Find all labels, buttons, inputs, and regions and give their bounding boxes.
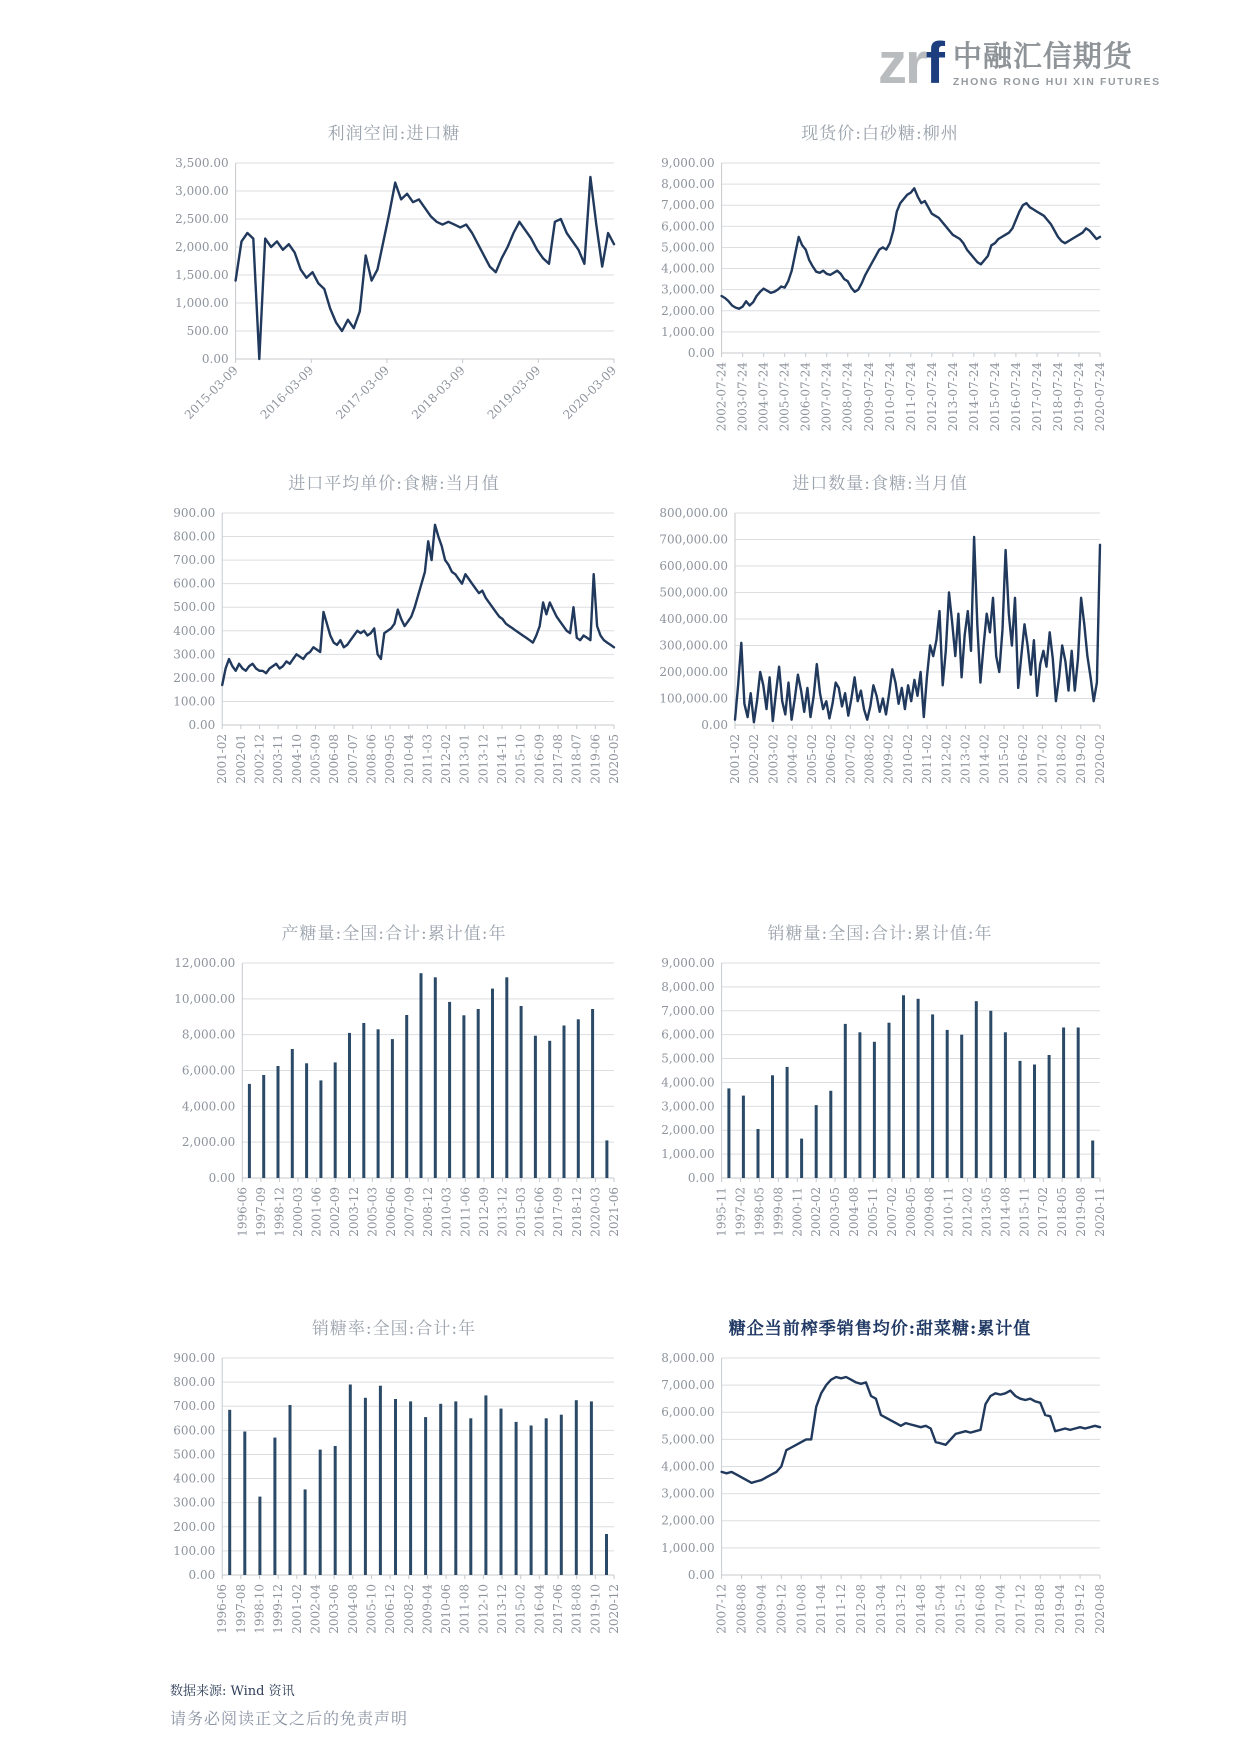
svg-text:1997-09: 1997-09 xyxy=(253,1186,268,1237)
svg-text:2007-02: 2007-02 xyxy=(884,1186,899,1237)
svg-text:2005-02: 2005-02 xyxy=(804,733,819,784)
svg-text:2015-02: 2015-02 xyxy=(996,733,1011,784)
svg-text:2017-07-24: 2017-07-24 xyxy=(1029,362,1044,432)
svg-text:2016-06: 2016-06 xyxy=(532,1186,547,1237)
svg-text:800.00: 800.00 xyxy=(173,1375,216,1390)
svg-text:100.00: 100.00 xyxy=(173,694,216,709)
svg-text:1998-12: 1998-12 xyxy=(272,1186,287,1237)
svg-text:2008-02: 2008-02 xyxy=(862,733,877,784)
disclaimer-note: 请务必阅读正文之后的免责声明 xyxy=(170,1709,409,1728)
svg-text:500.00: 500.00 xyxy=(173,600,216,615)
chart-import-quantity xyxy=(654,469,1106,791)
svg-text:2014-08: 2014-08 xyxy=(913,1583,928,1634)
svg-text:2013-12: 2013-12 xyxy=(893,1583,908,1634)
svg-text:5,000.00: 5,000.00 xyxy=(661,1432,715,1447)
svg-text:2007-07: 2007-07 xyxy=(345,733,360,784)
svg-text:2007-12: 2007-12 xyxy=(714,1583,729,1634)
data-source-note: 数据来源: Wind 资讯 xyxy=(170,1684,295,1699)
svg-text:2005-03: 2005-03 xyxy=(365,1186,380,1237)
logo-f-text: f xyxy=(925,30,943,96)
svg-text:4,000.00: 4,000.00 xyxy=(661,1459,715,1474)
svg-text:2009-04: 2009-04 xyxy=(420,1583,435,1634)
svg-text:2016-09: 2016-09 xyxy=(532,733,547,784)
svg-text:2016-08: 2016-08 xyxy=(973,1583,988,1634)
svg-text:2017-06: 2017-06 xyxy=(551,1583,566,1634)
company-name-english: ZHONG RONG HUI XIN FUTURES xyxy=(952,76,1161,88)
svg-text:800.00: 800.00 xyxy=(173,529,216,544)
svg-text:2010-07-24: 2010-07-24 xyxy=(882,362,897,432)
svg-text:2001-02: 2001-02 xyxy=(289,1583,304,1634)
svg-text:3,500.00: 3,500.00 xyxy=(175,156,229,170)
svg-text:500.00: 500.00 xyxy=(173,1447,216,1462)
svg-text:3,000.00: 3,000.00 xyxy=(661,1486,715,1501)
svg-text:4,000.00: 4,000.00 xyxy=(661,261,715,276)
svg-text:0.00: 0.00 xyxy=(687,1567,715,1582)
svg-text:2018-02: 2018-02 xyxy=(1054,733,1069,784)
svg-text:2,000.00: 2,000.00 xyxy=(661,1513,715,1528)
svg-text:2006-06: 2006-06 xyxy=(383,1186,398,1237)
svg-text:2013-12: 2013-12 xyxy=(495,1583,510,1634)
svg-text:2002-07-24: 2002-07-24 xyxy=(714,362,729,432)
svg-text:2006-08: 2006-08 xyxy=(327,733,342,784)
logo-zr-text: zr xyxy=(878,30,926,96)
svg-text:6,000.00: 6,000.00 xyxy=(661,1027,715,1042)
svg-text:2007-02: 2007-02 xyxy=(843,733,858,784)
svg-text:2018-08: 2018-08 xyxy=(1033,1583,1048,1634)
svg-text:2006-02: 2006-02 xyxy=(824,733,839,784)
svg-text:2015-07-24: 2015-07-24 xyxy=(987,362,1002,432)
svg-text:2003-12: 2003-12 xyxy=(346,1186,361,1237)
svg-text:2,500.00: 2,500.00 xyxy=(175,212,229,226)
svg-text:3,000.00: 3,000.00 xyxy=(661,282,715,297)
chart-profit-margin-imported-sugar xyxy=(168,119,620,443)
svg-text:0.00: 0.00 xyxy=(201,352,229,366)
chart-title: 销糖量:全国:合计:累计值:年 xyxy=(767,924,993,944)
svg-text:700.00: 700.00 xyxy=(173,1399,216,1414)
svg-text:2021-06: 2021-06 xyxy=(606,1186,620,1237)
svg-text:2011-07-24: 2011-07-24 xyxy=(903,362,918,432)
svg-text:700.00: 700.00 xyxy=(173,553,216,568)
svg-text:2017-02: 2017-02 xyxy=(1036,1186,1051,1237)
svg-text:2004-08: 2004-08 xyxy=(345,1583,360,1634)
svg-text:2005-07-24: 2005-07-24 xyxy=(777,362,792,432)
svg-text:2016-03-09: 2016-03-09 xyxy=(257,363,317,423)
svg-text:3,000.00: 3,000.00 xyxy=(175,184,229,198)
svg-text:2000-11: 2000-11 xyxy=(790,1186,805,1237)
svg-text:400.00: 400.00 xyxy=(173,623,216,638)
svg-text:2012-08: 2012-08 xyxy=(854,1583,869,1634)
svg-text:1,000.00: 1,000.00 xyxy=(175,296,229,310)
svg-text:2011-02: 2011-02 xyxy=(920,733,935,784)
svg-text:2013-12: 2013-12 xyxy=(476,733,491,784)
svg-text:100,000.00: 100,000.00 xyxy=(659,691,729,706)
svg-text:600,000.00: 600,000.00 xyxy=(659,558,729,573)
svg-text:2001-06: 2001-06 xyxy=(309,1186,324,1237)
svg-text:2,000.00: 2,000.00 xyxy=(661,1123,715,1138)
svg-text:2001-02: 2001-02 xyxy=(215,733,230,784)
svg-text:2001-02: 2001-02 xyxy=(728,733,743,784)
svg-text:2020-12: 2020-12 xyxy=(606,1583,620,1634)
svg-text:2009-02: 2009-02 xyxy=(881,733,896,784)
svg-text:2018-07-24: 2018-07-24 xyxy=(1050,362,1065,432)
svg-text:2013-01: 2013-01 xyxy=(457,733,472,784)
svg-text:2005-09: 2005-09 xyxy=(308,733,323,784)
svg-text:2007-09: 2007-09 xyxy=(402,1186,417,1237)
svg-text:0.00: 0.00 xyxy=(208,1170,236,1185)
svg-text:2003-05: 2003-05 xyxy=(828,1186,843,1237)
svg-text:2019-02: 2019-02 xyxy=(1073,733,1088,784)
svg-text:2012-07-24: 2012-07-24 xyxy=(924,362,939,432)
svg-text:2015-02: 2015-02 xyxy=(513,1583,528,1634)
svg-text:2013-07-24: 2013-07-24 xyxy=(945,362,960,432)
svg-text:700,000.00: 700,000.00 xyxy=(659,532,729,547)
svg-text:4,000.00: 4,000.00 xyxy=(181,1099,236,1114)
svg-text:2014-07-24: 2014-07-24 xyxy=(966,362,981,432)
svg-text:2008-02: 2008-02 xyxy=(401,1583,416,1634)
svg-text:5,000.00: 5,000.00 xyxy=(661,240,715,255)
svg-text:2002-04: 2002-04 xyxy=(308,1583,323,1634)
svg-text:1996-06: 1996-06 xyxy=(215,1583,230,1634)
svg-text:2020-07-24: 2020-07-24 xyxy=(1093,362,1106,432)
svg-text:2017-02: 2017-02 xyxy=(1035,733,1050,784)
svg-text:1,000.00: 1,000.00 xyxy=(661,1147,715,1162)
svg-text:2008-06: 2008-06 xyxy=(364,733,379,784)
svg-text:2004-07-24: 2004-07-24 xyxy=(756,362,771,432)
svg-text:1996-06: 1996-06 xyxy=(235,1186,250,1237)
svg-text:1,000.00: 1,000.00 xyxy=(661,324,715,339)
svg-text:2008-07-24: 2008-07-24 xyxy=(840,362,855,432)
svg-text:2012-02: 2012-02 xyxy=(439,733,454,784)
svg-text:4,000.00: 4,000.00 xyxy=(661,1075,715,1090)
svg-text:1,000.00: 1,000.00 xyxy=(661,1540,715,1555)
chart-canvas-import-price xyxy=(168,503,620,787)
svg-text:2012-02: 2012-02 xyxy=(939,733,954,784)
svg-text:2017-12: 2017-12 xyxy=(1013,1583,1028,1634)
chart-beet-sugar-avg-selling-price xyxy=(654,1314,1106,1641)
svg-text:3,000.00: 3,000.00 xyxy=(661,1099,715,1114)
svg-text:1998-05: 1998-05 xyxy=(752,1186,767,1237)
svg-text:7,000.00: 7,000.00 xyxy=(661,1003,715,1018)
svg-text:2010-06: 2010-06 xyxy=(439,1583,454,1634)
svg-text:2010-11: 2010-11 xyxy=(941,1186,956,1237)
svg-text:2020-11: 2020-11 xyxy=(1092,1186,1106,1237)
svg-text:200,000.00: 200,000.00 xyxy=(659,664,729,679)
svg-text:2004-02: 2004-02 xyxy=(785,733,800,784)
svg-text:2015-03-09: 2015-03-09 xyxy=(181,363,241,423)
svg-text:5,000.00: 5,000.00 xyxy=(661,1051,715,1066)
svg-text:900.00: 900.00 xyxy=(173,1350,216,1365)
svg-text:2009-05: 2009-05 xyxy=(383,733,398,784)
svg-text:2,000.00: 2,000.00 xyxy=(181,1135,236,1150)
svg-text:2015-04: 2015-04 xyxy=(933,1583,948,1634)
svg-text:2019-04: 2019-04 xyxy=(1053,1583,1068,1634)
chart-title: 进口平均单价:食糖:当月值 xyxy=(288,474,500,494)
chart-title: 现货价:白砂糖:柳州 xyxy=(801,124,959,144)
svg-text:2,000.00: 2,000.00 xyxy=(661,303,715,318)
svg-text:2013-05: 2013-05 xyxy=(979,1186,994,1237)
svg-text:2017-08: 2017-08 xyxy=(551,733,566,784)
svg-text:1999-08: 1999-08 xyxy=(771,1186,786,1237)
svg-text:2007-07-24: 2007-07-24 xyxy=(819,362,834,432)
svg-text:10,000.00: 10,000.00 xyxy=(174,991,236,1006)
svg-text:200.00: 200.00 xyxy=(173,670,216,685)
svg-text:9,000.00: 9,000.00 xyxy=(661,156,715,170)
chart-title: 产糖量:全国:合计:累计值:年 xyxy=(281,924,507,944)
svg-text:2002-09: 2002-09 xyxy=(328,1186,343,1237)
svg-text:2020-05: 2020-05 xyxy=(606,733,620,784)
svg-text:2016-04: 2016-04 xyxy=(532,1583,547,1634)
chart-canvas-sugar-production xyxy=(168,953,620,1240)
svg-text:2018-07: 2018-07 xyxy=(569,733,584,784)
svg-text:0.00: 0.00 xyxy=(188,1567,216,1582)
svg-text:2013-04: 2013-04 xyxy=(873,1583,888,1634)
logo-names xyxy=(953,41,1161,90)
svg-text:2003-07-24: 2003-07-24 xyxy=(735,362,750,432)
svg-text:2019-06: 2019-06 xyxy=(588,733,603,784)
svg-text:2018-12: 2018-12 xyxy=(569,1186,584,1237)
svg-text:300.00: 300.00 xyxy=(173,1495,216,1510)
svg-text:1,500.00: 1,500.00 xyxy=(175,268,229,282)
svg-text:2011-04: 2011-04 xyxy=(814,1583,829,1634)
svg-text:2005-10: 2005-10 xyxy=(364,1583,379,1634)
chart-canvas-sugar-sales xyxy=(654,953,1106,1240)
svg-text:2004-08: 2004-08 xyxy=(847,1186,862,1237)
svg-text:7,000.00: 7,000.00 xyxy=(661,198,715,213)
svg-text:300,000.00: 300,000.00 xyxy=(659,638,729,653)
svg-text:2018-08: 2018-08 xyxy=(569,1583,584,1634)
svg-text:2003-02: 2003-02 xyxy=(766,733,781,784)
svg-text:2014-11: 2014-11 xyxy=(495,733,510,784)
svg-text:2006-07-24: 2006-07-24 xyxy=(798,362,813,432)
svg-text:2013-02: 2013-02 xyxy=(958,733,973,784)
svg-text:8,000.00: 8,000.00 xyxy=(181,1027,236,1042)
svg-text:2017-03-09: 2017-03-09 xyxy=(333,363,393,423)
svg-text:2002-02: 2002-02 xyxy=(747,733,762,784)
svg-text:2004-10: 2004-10 xyxy=(289,733,304,784)
svg-text:2005-11: 2005-11 xyxy=(865,1186,880,1237)
chart-sugar-production-cumulative xyxy=(168,919,620,1244)
svg-text:2011-03: 2011-03 xyxy=(420,733,435,784)
svg-text:2011-08: 2011-08 xyxy=(457,1583,472,1634)
svg-text:2014-02: 2014-02 xyxy=(977,733,992,784)
svg-text:1997-08: 1997-08 xyxy=(233,1583,248,1634)
chart-sugar-sales-rate xyxy=(168,1314,620,1641)
chart-spot-price-white-sugar-liuzhou xyxy=(654,119,1106,438)
svg-text:2020-02: 2020-02 xyxy=(1092,733,1106,784)
chart-title: 糖企当前榨季销售均价:甜菜糖:累计值 xyxy=(728,1319,1032,1339)
svg-text:2009-12: 2009-12 xyxy=(774,1583,789,1634)
svg-text:2020-03: 2020-03 xyxy=(588,1186,603,1237)
svg-text:7,000.00: 7,000.00 xyxy=(661,1378,715,1393)
svg-text:2000-03: 2000-03 xyxy=(291,1186,306,1237)
svg-text:2002-12: 2002-12 xyxy=(252,733,267,784)
svg-text:2011-12: 2011-12 xyxy=(834,1583,849,1634)
svg-text:8,000.00: 8,000.00 xyxy=(661,1350,715,1365)
svg-text:2019-07-24: 2019-07-24 xyxy=(1071,362,1086,432)
svg-text:2015-12: 2015-12 xyxy=(953,1583,968,1634)
chart-canvas-profit-margin xyxy=(168,153,620,439)
svg-text:2003-06: 2003-06 xyxy=(327,1583,342,1634)
svg-text:1997-02: 1997-02 xyxy=(733,1186,748,1237)
svg-text:1999-12: 1999-12 xyxy=(271,1583,286,1634)
svg-text:600.00: 600.00 xyxy=(173,576,216,591)
svg-text:0.00: 0.00 xyxy=(687,1170,715,1185)
company-name-chinese: 中融汇信期货 xyxy=(952,39,1133,74)
svg-text:2003-11: 2003-11 xyxy=(271,733,286,784)
chart-title: 进口数量:食糖:当月值 xyxy=(792,474,968,494)
svg-text:2013-12: 2013-12 xyxy=(495,1186,510,1237)
svg-text:500,000.00: 500,000.00 xyxy=(659,585,729,600)
svg-text:2020-03-09: 2020-03-09 xyxy=(560,363,620,423)
svg-text:2015-03: 2015-03 xyxy=(514,1186,529,1237)
svg-text:0.00: 0.00 xyxy=(687,346,715,360)
svg-text:2016-02: 2016-02 xyxy=(1016,733,1031,784)
svg-text:2019-12: 2019-12 xyxy=(1073,1583,1088,1634)
svg-text:2006-12: 2006-12 xyxy=(383,1583,398,1634)
svg-text:400,000.00: 400,000.00 xyxy=(659,611,729,626)
svg-text:2012-10: 2012-10 xyxy=(476,1583,491,1634)
company-logo xyxy=(878,18,1168,96)
svg-text:400.00: 400.00 xyxy=(173,1471,216,1486)
svg-text:2014-08: 2014-08 xyxy=(998,1186,1013,1237)
svg-text:300.00: 300.00 xyxy=(173,647,216,662)
svg-text:2018-05: 2018-05 xyxy=(1055,1186,1070,1237)
svg-text:6,000.00: 6,000.00 xyxy=(661,1405,715,1420)
svg-text:2012-09: 2012-09 xyxy=(476,1186,491,1237)
svg-text:2010-03: 2010-03 xyxy=(439,1186,454,1237)
chart-title: 利润空间:进口糖 xyxy=(327,124,461,144)
chart-canvas-sales-rate xyxy=(168,1348,620,1637)
svg-text:2008-12: 2008-12 xyxy=(421,1186,436,1237)
svg-text:2,000.00: 2,000.00 xyxy=(175,240,229,254)
svg-text:600.00: 600.00 xyxy=(173,1423,216,1438)
chart-canvas-beet-sugar-price xyxy=(654,1348,1106,1637)
svg-text:2017-09: 2017-09 xyxy=(551,1186,566,1237)
svg-text:800,000.00: 800,000.00 xyxy=(659,505,729,520)
svg-text:2018-03-09: 2018-03-09 xyxy=(408,363,468,423)
svg-text:2012-02: 2012-02 xyxy=(960,1186,975,1237)
svg-text:200.00: 200.00 xyxy=(173,1519,216,1534)
chart-title: 销糖率:全国:合计:年 xyxy=(311,1319,477,1339)
svg-text:2002-02: 2002-02 xyxy=(809,1186,824,1237)
logo-abbreviation xyxy=(878,30,943,96)
svg-text:2015-10: 2015-10 xyxy=(513,733,528,784)
svg-text:2010-04: 2010-04 xyxy=(401,733,416,784)
svg-text:2009-04: 2009-04 xyxy=(754,1583,769,1634)
svg-text:900.00: 900.00 xyxy=(173,505,216,520)
svg-text:9,000.00: 9,000.00 xyxy=(661,955,715,970)
chart-sugar-sales-cumulative xyxy=(654,919,1106,1244)
svg-text:2020-08: 2020-08 xyxy=(1092,1583,1106,1634)
svg-text:1995-11: 1995-11 xyxy=(714,1186,729,1237)
svg-text:6,000.00: 6,000.00 xyxy=(181,1063,236,1078)
svg-text:2002-01: 2002-01 xyxy=(233,733,248,784)
svg-text:8,000.00: 8,000.00 xyxy=(661,979,715,994)
svg-text:2017-04: 2017-04 xyxy=(993,1583,1008,1634)
chart-canvas-spot-price xyxy=(654,153,1106,434)
svg-text:2015-11: 2015-11 xyxy=(1017,1186,1032,1237)
svg-text:0.00: 0.00 xyxy=(188,717,216,732)
svg-text:2016-07-24: 2016-07-24 xyxy=(1008,362,1023,432)
svg-text:1998-10: 1998-10 xyxy=(252,1583,267,1634)
svg-text:2008-08: 2008-08 xyxy=(734,1583,749,1634)
svg-text:500.00: 500.00 xyxy=(186,324,229,338)
svg-text:2019-10: 2019-10 xyxy=(588,1583,603,1634)
svg-text:2010-02: 2010-02 xyxy=(900,733,915,784)
svg-text:8,000.00: 8,000.00 xyxy=(661,177,715,192)
svg-text:2019-03-09: 2019-03-09 xyxy=(484,363,544,423)
svg-text:2019-08: 2019-08 xyxy=(1074,1186,1089,1237)
svg-text:2009-07-24: 2009-07-24 xyxy=(861,362,876,432)
chart-canvas-import-quantity xyxy=(654,503,1106,787)
svg-text:2010-08: 2010-08 xyxy=(794,1583,809,1634)
svg-text:2008-05: 2008-05 xyxy=(903,1186,918,1237)
svg-text:2011-06: 2011-06 xyxy=(458,1186,473,1237)
svg-text:12,000.00: 12,000.00 xyxy=(174,955,236,970)
svg-text:100.00: 100.00 xyxy=(173,1543,216,1558)
chart-import-avg-unit-price xyxy=(168,469,620,791)
svg-text:0.00: 0.00 xyxy=(701,717,729,732)
svg-text:2009-08: 2009-08 xyxy=(922,1186,937,1237)
svg-text:6,000.00: 6,000.00 xyxy=(661,219,715,234)
